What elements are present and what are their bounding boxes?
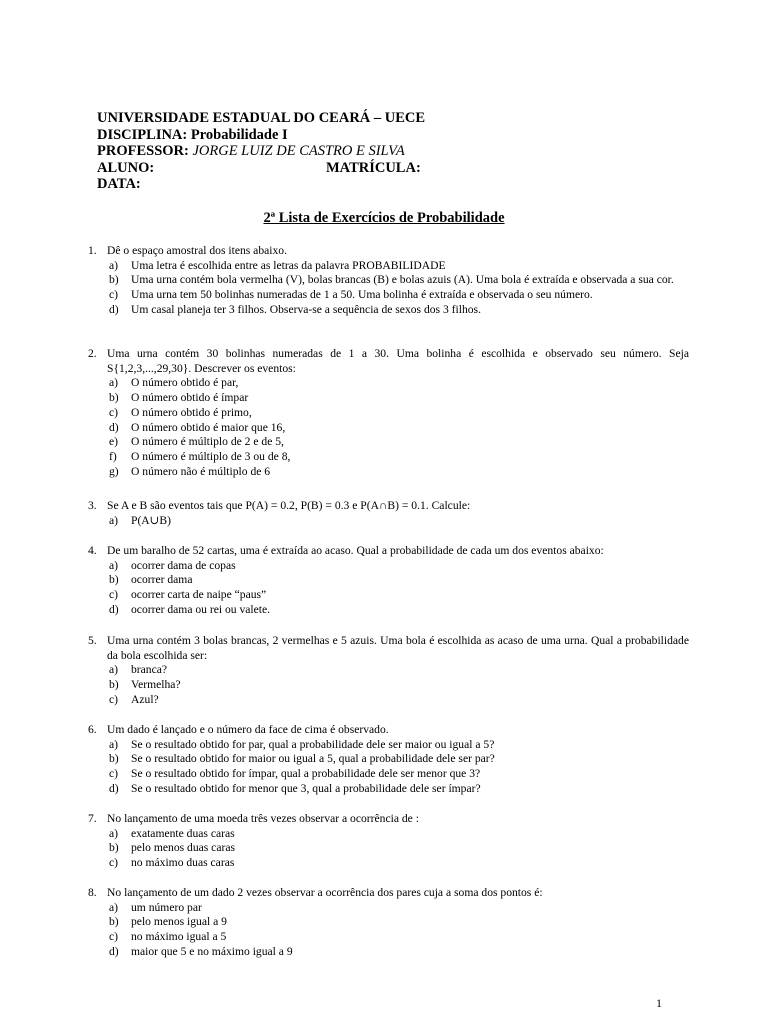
document-title	[0, 210, 768, 227]
question-text: Uma urna contém 3 bolas brancas, 2 vermelhas e 5 azuis. Uma bola é escolhida as acaso de uma urna. Qual a probabilidade da bola escolhida ser:	[107, 634, 689, 662]
question-text: Um dado é lançado e o número da face de cima é observado.	[107, 723, 389, 736]
question-6	[88, 723, 688, 797]
item-label: c)	[109, 930, 119, 944]
item-label: b)	[109, 678, 119, 692]
question-number: 8.	[88, 886, 97, 899]
item-label: c)	[109, 588, 119, 602]
item-text: Uma letra é escolhida entre as letras da palavra PROBABILIDADE	[131, 258, 446, 272]
question-item	[88, 752, 688, 767]
question-item	[88, 273, 688, 288]
item-label: c)	[109, 767, 119, 781]
item-label: d)	[109, 781, 119, 795]
item-label: d)	[109, 302, 119, 316]
item-text: O número obtido é par,	[131, 376, 239, 390]
item-text: ocorrer dama ou rei ou valete.	[131, 602, 271, 616]
question-item	[88, 930, 688, 945]
item-label: a)	[109, 513, 119, 527]
question-item	[88, 450, 688, 465]
question-4	[88, 544, 688, 618]
item-text: no máximo duas caras	[131, 856, 235, 870]
item-text: um número par	[131, 900, 202, 914]
item-label: a)	[109, 376, 119, 390]
student-line	[97, 160, 657, 177]
question-item	[88, 559, 688, 574]
item-text: O número é múltiplo de 2 e de 5,	[131, 435, 284, 449]
date-label: DATA:	[97, 176, 141, 192]
question-text: Dê o espaço amostral dos itens abaixo.	[107, 244, 287, 257]
question-item	[88, 901, 688, 916]
item-label: d)	[109, 420, 119, 434]
question-header	[88, 347, 688, 376]
question-item	[88, 421, 688, 436]
question-header	[88, 244, 688, 259]
question-header	[88, 723, 688, 738]
question-header	[88, 499, 688, 514]
document-header	[97, 110, 657, 193]
university-line	[97, 110, 657, 127]
item-label: d)	[109, 944, 119, 958]
item-label: b)	[109, 573, 119, 587]
question-text: No lançamento de uma moeda três vezes observar a ocorrência de :	[107, 812, 419, 825]
item-text: branca?	[131, 663, 168, 677]
registration-label: MATRÍCULA:	[326, 159, 421, 176]
question-1	[88, 244, 688, 318]
professor-line	[97, 143, 657, 160]
item-text: O número obtido é maior que 16,	[131, 420, 286, 434]
question-item	[88, 856, 688, 871]
item-label: b)	[109, 273, 119, 287]
page-number: 1	[656, 996, 662, 1010]
question-header	[88, 544, 688, 559]
question-item	[88, 465, 688, 480]
item-label: a)	[109, 900, 119, 914]
question-item	[88, 678, 688, 693]
question-number: 7.	[88, 812, 97, 825]
item-text: Azul?	[131, 692, 159, 706]
item-label: d)	[109, 602, 119, 616]
question-text: Se A e B são eventos tais que P(A) = 0.2, P(B) = 0.3 e P(A∩B) = 0.1. Calcule:	[107, 499, 471, 512]
item-text: ocorrer carta de naipe “paus”	[131, 588, 267, 602]
question-item	[88, 945, 688, 960]
item-label: b)	[109, 391, 119, 405]
question-item	[88, 391, 688, 406]
question-header	[88, 812, 688, 827]
item-text: maior que 5 e no máximo igual a 9	[131, 944, 293, 958]
item-label: a)	[109, 558, 119, 572]
item-text: ocorrer dama	[131, 573, 193, 587]
question-number: 4.	[88, 544, 97, 557]
item-label: a)	[109, 663, 119, 677]
question-text: No lançamento de um dado 2 vezes observar a ocorrência dos pares cuja a soma dos pontos é:	[107, 886, 543, 899]
student-label: ALUNO:	[97, 159, 155, 176]
date-line	[97, 176, 657, 193]
question-item	[88, 841, 688, 856]
item-text: no máximo igual a 5	[131, 930, 227, 944]
professor-label: PROFESSOR:	[97, 143, 189, 159]
question-item	[88, 915, 688, 930]
discipline-name: Probabilidade I	[190, 126, 288, 143]
university-name: UNIVERSIDADE ESTADUAL DO CEARÁ – UECE	[97, 110, 426, 126]
item-label: a)	[109, 826, 119, 840]
item-text: O número obtido é ímpar	[131, 391, 249, 405]
item-label: a)	[109, 258, 119, 272]
question-item	[88, 303, 688, 318]
item-label: c)	[109, 405, 119, 419]
item-label: e)	[109, 435, 119, 449]
item-label: b)	[109, 752, 119, 766]
question-item	[88, 514, 688, 529]
item-text: Se o resultado obtido for maior ou igual a 5, qual a probabilidade dele ser par?	[131, 752, 495, 766]
question-item	[88, 376, 688, 391]
item-label: c)	[109, 692, 119, 706]
item-text: Uma urna tem 50 bolinhas numeradas de 1 a 50. Uma bolinha é extraída e observada o seu número.	[131, 288, 593, 302]
question-7	[88, 812, 688, 871]
question-item	[88, 827, 688, 842]
question-5	[88, 634, 688, 708]
item-label: c)	[109, 856, 119, 870]
question-number: 2.	[88, 347, 97, 360]
item-label: b)	[109, 841, 119, 855]
item-text: Se o resultado obtido for par, qual a probabilidade dele ser maior ou igual a 5?	[131, 737, 495, 751]
question-number: 6.	[88, 723, 97, 736]
item-text: O número é múltiplo de 3 ou de 8,	[131, 449, 291, 463]
item-text: Vermelha?	[131, 678, 181, 692]
question-3	[88, 499, 688, 528]
question-item	[88, 603, 688, 618]
question-item	[88, 738, 688, 753]
question-number: 5.	[88, 634, 97, 647]
question-text: Uma urna contém 30 bolinhas numeradas de 1 a 30. Uma bolinha é escolhida e observado seu número. Seja S{1,2,3,...,29,30}. Descrever os eventos:	[107, 347, 689, 375]
professor-name: JORGE LUIZ DE CASTRO E SILVA	[192, 143, 405, 159]
question-item	[88, 406, 688, 421]
item-label: c)	[109, 288, 119, 302]
question-item	[88, 767, 688, 782]
item-text: Se o resultado obtido for ímpar, qual a probabilidade dele ser menor que 3?	[131, 767, 481, 781]
discipline-label: DISCIPLINA:	[97, 126, 188, 143]
item-text: exatamente duas caras	[131, 826, 235, 840]
item-text: Uma urna contém bola vermelha (V), bolas brancas (B) e bolas azuis (A). Uma bola é extraída e observada a sua cor.	[131, 273, 674, 287]
item-text: O número não é múltiplo de 6	[131, 464, 271, 478]
item-text: P(A∪B)	[131, 513, 171, 527]
question-item	[88, 782, 688, 797]
question-header	[88, 634, 688, 663]
document-title-text: 2ª Lista de Exercícios de Probabilidade	[263, 210, 505, 226]
question-item	[88, 573, 688, 588]
question-item	[88, 435, 688, 450]
question-item	[88, 693, 688, 708]
item-text: Um casal planeja ter 3 filhos. Observa-se a sequência de sexos dos 3 filhos.	[131, 302, 481, 316]
item-text: Se o resultado obtido for menor que 3, qual a probabilidade dele ser ímpar?	[131, 781, 481, 795]
question-number: 3.	[88, 499, 97, 512]
discipline-line	[97, 127, 657, 144]
question-header	[88, 886, 688, 901]
question-item	[88, 259, 688, 274]
question-2	[88, 347, 688, 479]
question-item	[88, 588, 688, 603]
item-label: g)	[109, 464, 119, 478]
item-label: a)	[109, 737, 119, 751]
item-text: O número obtido é primo,	[131, 405, 252, 419]
question-item	[88, 288, 688, 303]
question-8	[88, 886, 688, 960]
item-text: pelo menos duas caras	[131, 841, 235, 855]
question-item	[88, 663, 688, 678]
question-number: 1.	[88, 244, 97, 257]
item-label: b)	[109, 915, 119, 929]
question-text: De um baralho de 52 cartas, uma é extraída ao acaso. Qual a probabilidade de cada um dos eventos abaixo:	[107, 544, 604, 557]
item-text: ocorrer dama de copas	[131, 558, 236, 572]
item-label: f)	[109, 449, 117, 463]
item-text: pelo menos igual a 9	[131, 915, 227, 929]
